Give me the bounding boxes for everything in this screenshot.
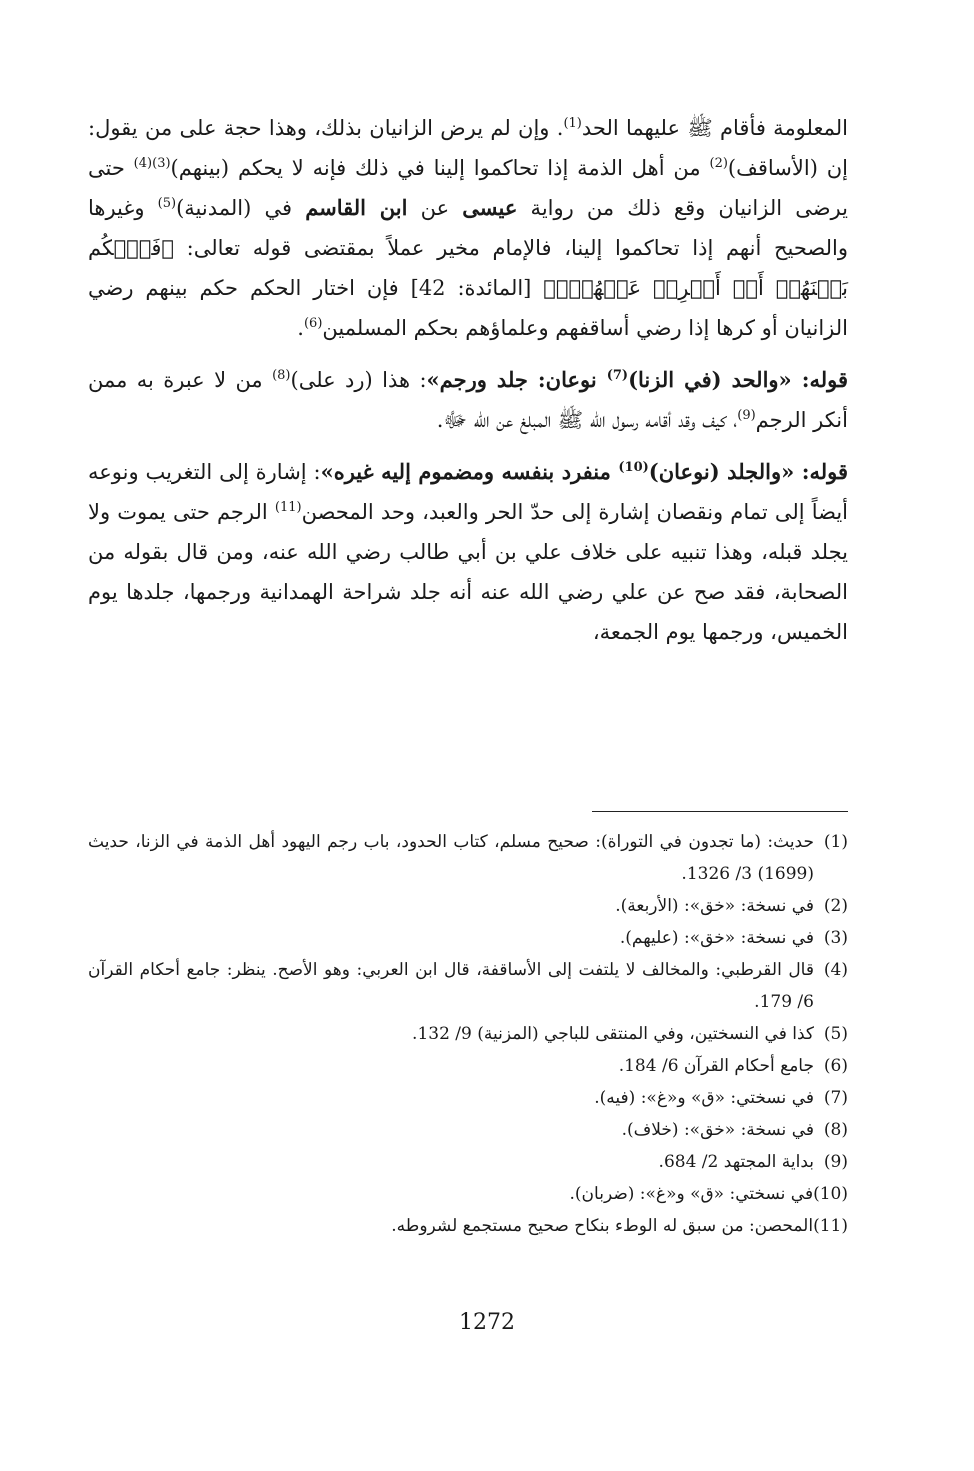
footnote-number: (8) xyxy=(823,1120,848,1140)
footnote-ref: (11) xyxy=(274,500,302,515)
footnote-number: (3) xyxy=(823,928,848,948)
footnote-item xyxy=(88,1050,848,1082)
footnote-text: جامع أحكام القرآن 6/ 184. xyxy=(618,1056,814,1076)
main-text xyxy=(88,108,848,652)
footnote-text: في نسخة: «خق»: (خلاف). xyxy=(621,1120,814,1140)
text-run: في (المدنية) xyxy=(176,196,306,220)
footnote-item xyxy=(88,1018,848,1050)
text-run: من لا عبرة به ممن أنكر الرجم xyxy=(88,368,848,432)
footnotes xyxy=(88,826,848,1242)
footnote-item xyxy=(88,826,848,890)
paragraph-1 xyxy=(88,108,848,348)
footnote-text: قال القرطبي: والمخالف لا يلتفت إلى الأساقفة، قال ابن العربي: وهو الأصح. ينظر: جامع أحكام القرآن 6/ 179. xyxy=(88,960,814,1012)
footnote-ref: (9) xyxy=(737,408,756,423)
footnote-item xyxy=(88,1210,848,1242)
footnote-text: في نسختي: «ق» و«غ»: (ضربان). xyxy=(569,1184,814,1204)
text-run: : هذا (رد على) xyxy=(290,368,427,392)
paragraph-2 xyxy=(88,360,848,440)
footnote-item xyxy=(88,954,848,1018)
text-run: من أهل الذمة إذا تحاكموا إلينا في ذلك فإنه لا يحكم (بينهم) xyxy=(170,156,710,180)
footnote-ref: (1) xyxy=(563,116,582,131)
footnote-ref: (8) xyxy=(272,368,291,383)
footnote-ref: (7) xyxy=(606,368,629,383)
text-run: حتى يرضى الزانيان وقع ذلك من رواية xyxy=(88,156,848,220)
page-number: 1272 xyxy=(459,1310,515,1335)
footnote-text: في نسختي: «ق» و«غ»: (فيه). xyxy=(594,1088,814,1108)
footnote-number: (9) xyxy=(823,1152,848,1172)
footnote-item xyxy=(88,1082,848,1114)
footnote-text: بداية المجتهد 2/ 684. xyxy=(658,1152,814,1172)
text-run: . xyxy=(297,316,304,340)
bold-heading: نوعان: جلد ورجم» xyxy=(426,367,607,392)
footnote-number: (2) xyxy=(823,896,848,916)
footnote-text: في نسخة: «خق»: (الأربعة). xyxy=(615,896,814,916)
footnote-item xyxy=(88,1114,848,1146)
footnote-number: (10) xyxy=(813,1184,848,1204)
footnote-item xyxy=(88,1146,848,1178)
footnote-ref: (10) xyxy=(618,460,649,475)
footnote-number: (5) xyxy=(823,1024,848,1044)
footnote-ref: (6) xyxy=(303,316,323,331)
text-run: وغيرها والصحيح أنهم إذا تحاكموا إلينا، فالإمام مخير عملاً بمقتضى قوله تعالى: ﴿فَٱحۡكُم بَيۡنَهُمۡ أَوۡ أَعۡرِضۡ عَنۡهُمۡۖ﴾ [المائدة: 42] فإن اختار الحكم حكم بينهم رضي الزانيان أو كرها إذا رضي أساقفهم وعلماؤهم بحكم المسلمين xyxy=(88,196,848,340)
footnote-divider xyxy=(592,811,848,812)
footnote-number: (7) xyxy=(823,1088,848,1108)
footnote-text: في نسخة: «خق»: (عليهم). xyxy=(619,928,814,948)
bold-name: ابن القاسم xyxy=(305,195,408,220)
footnote-text: المحصن: من سبق له الوطء بنكاح صحيح مستجمع لشروطه. xyxy=(391,1216,814,1236)
paragraph-3 xyxy=(88,452,848,652)
footnote-item xyxy=(88,1178,848,1210)
footnote-ref: (5) xyxy=(157,196,177,211)
footnote-item xyxy=(88,922,848,954)
bold-heading: منفرد بنفسه ومضموم إليه غيره» xyxy=(320,459,619,484)
footnote-item xyxy=(88,890,848,922)
bold-name: عيسى xyxy=(462,195,518,220)
footnote-number: (1) xyxy=(823,832,848,852)
text-run: . وإن لم يرض الزانيان بذلك، وهذا حجة على من يقول: إن (الأساقف) xyxy=(88,116,848,180)
footnote-text: حديث: (ما تجدون في التوراة): صحيح مسلم، كتاب الحدود، باب رجم اليهود أهل الذمة في الزنا، حديث (1699) 3/ 1326. xyxy=(88,832,814,884)
bold-heading: قوله: «والحد (في الزنا) xyxy=(628,367,848,392)
text-run: الرجم حتى يموت ولا يجلد قبله، وهذا تنبيه على خلاف علي بن أبي طالب رضي الله عنه، ومن قال بقوله من الصحابة، فقد صح عن علي رضي الله عنه أنه جلد شراحة الهمدانية ورجمها، جلدها يوم الخميس، ورجمها يوم الجمعة، xyxy=(88,500,848,644)
footnote-ref: (2) xyxy=(709,156,728,171)
footnote-number: (6) xyxy=(823,1056,848,1076)
bold-heading: قوله: «والجلد (نوعان) xyxy=(648,459,848,484)
footnote-number: (4) xyxy=(823,960,848,980)
footnote-number: (11) xyxy=(813,1216,848,1236)
text-run: عن xyxy=(407,196,463,220)
text-run: ، كيف وقد أقامه رسول الله ﷺ المبلغ عن الله ﷻ. xyxy=(436,408,738,432)
footnote-ref: (3)(4) xyxy=(133,156,171,171)
text-run: المعلومة فأقام ﷺ عليهما الحد xyxy=(581,116,848,140)
text-run: : إشارة إلى التغريب ونوعه أيضاً إلى تمام ونقصان إشارة إلى حدّ الحر والعبد، وحد المحصن xyxy=(88,460,848,524)
footnote-text: كذا في النسختين، وفي المنتقى للباجي (المزنية) 9/ 132. xyxy=(412,1024,814,1044)
